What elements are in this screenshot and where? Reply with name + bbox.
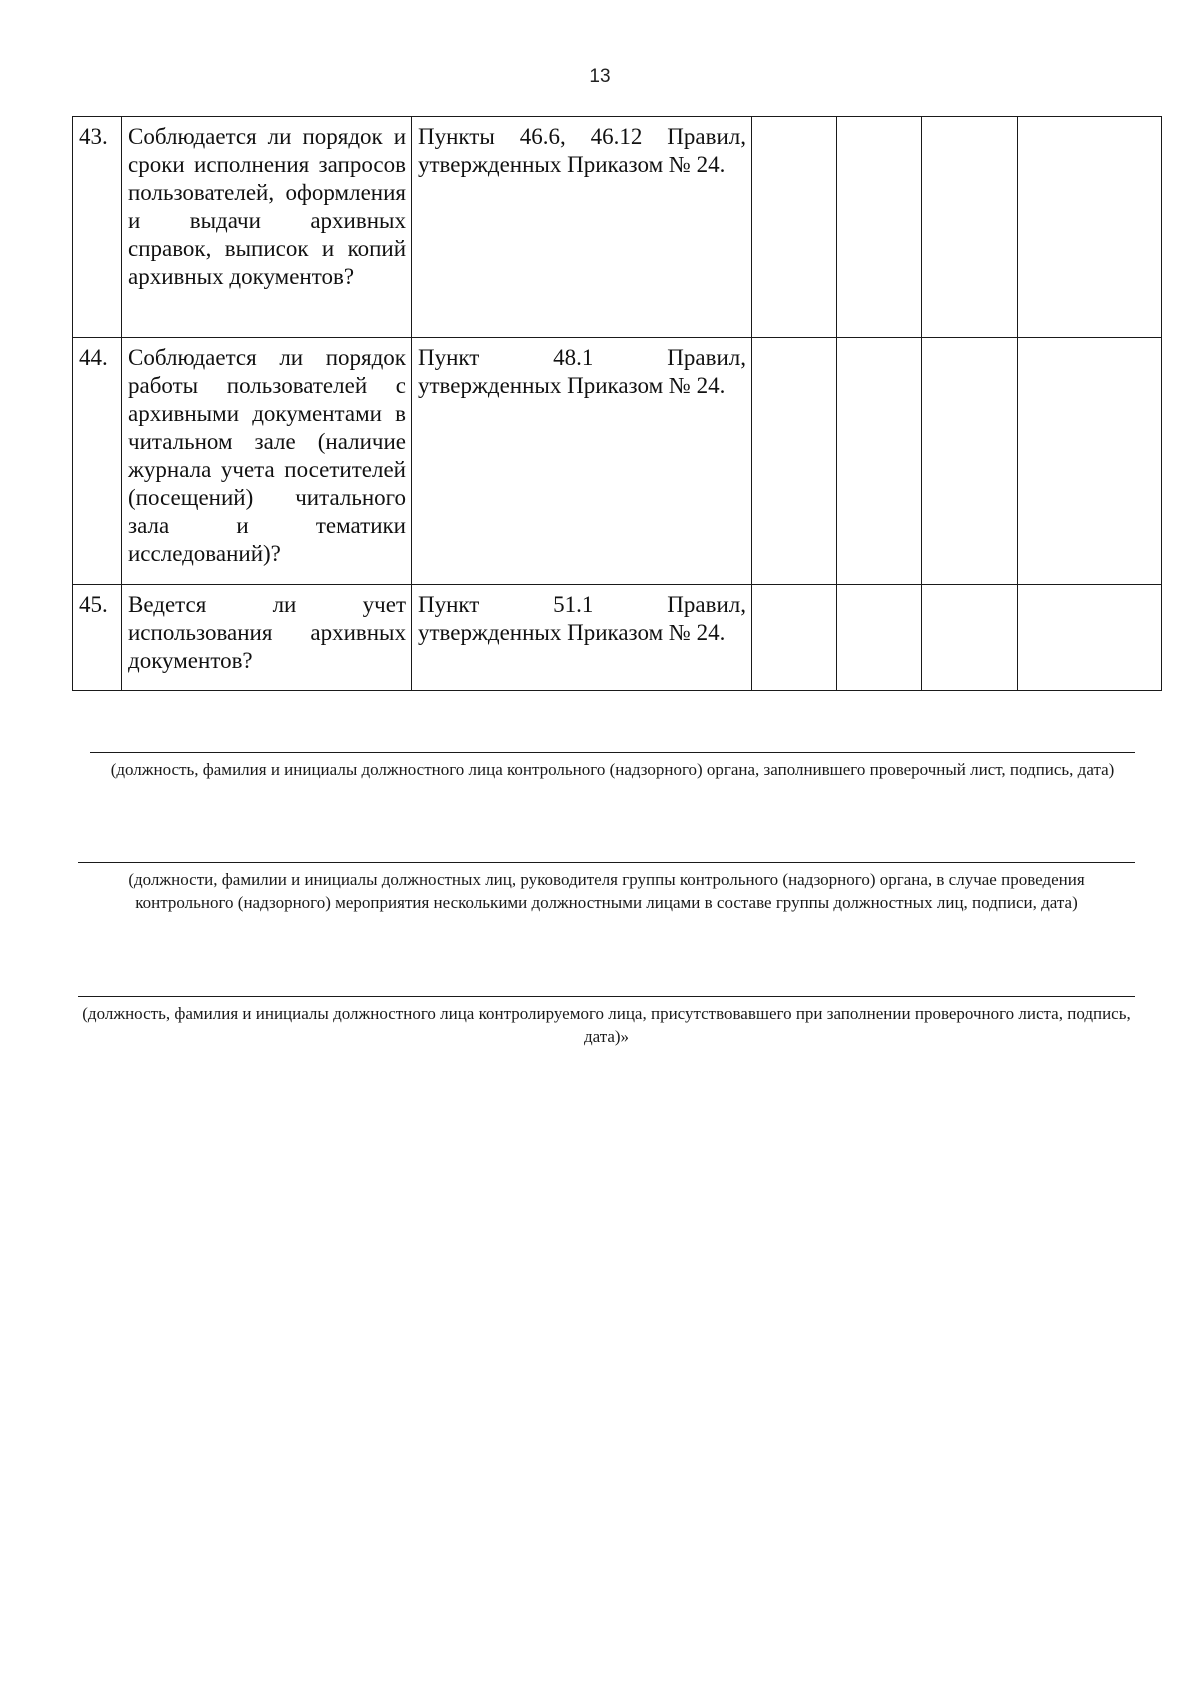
signature-line[interactable]: [78, 996, 1135, 997]
question-text: Соблюдается ли порядок и сроки исполнения запросов пользователей, оформления и выдачи архивных справок, выписок и копий архивных документов?: [122, 117, 412, 338]
row-number: 43.: [73, 117, 122, 338]
table-row: [73, 338, 1162, 585]
answer-na-cell[interactable]: [922, 585, 1018, 691]
note-cell[interactable]: [1018, 117, 1162, 338]
signature-block-group: [78, 862, 1135, 914]
signature-block-inspector: [90, 752, 1135, 781]
signature-caption: (должность, фамилия и инициалы должностного лица контролируемого лица, присутствовавшего при заполнении проверочного листа, подпись, дата)»: [82, 1004, 1131, 1046]
answer-na-cell[interactable]: [922, 338, 1018, 585]
answer-na-cell[interactable]: [922, 117, 1018, 338]
answer-no-cell[interactable]: [837, 117, 922, 338]
answer-yes-cell[interactable]: [752, 585, 837, 691]
signature-caption: (должность, фамилия и инициалы должностного лица контрольного (надзорного) органа, заполнившего проверочный лист, подпись, дата): [110, 760, 1115, 779]
legal-reference: Пункты 46.6, 46.12 Правил, утвержденных Приказом № 24.: [412, 117, 752, 338]
checklist-table: [72, 116, 1162, 691]
legal-reference: Пункт 51.1 Правил, утвержденных Приказом № 24.: [412, 585, 752, 691]
page-number: 13: [589, 66, 611, 87]
question-text: Ведется ли учет использования архивных документов?: [122, 585, 412, 691]
legal-reference: Пункт 48.1 Правил, утвержденных Приказом № 24.: [412, 338, 752, 585]
signature-caption: (должности, фамилии и инициалы должностных лиц, руководителя группы контрольного (надзорного) органа, в случае проведения контрольного (надзорного) мероприятия несколькими должностными лицами в составе группы должностных лиц, подписи, дата): [128, 870, 1085, 912]
answer-yes-cell[interactable]: [752, 338, 837, 585]
table-row: [73, 117, 1162, 338]
question-text: Соблюдается ли порядок работы пользователей с архивными документами в читальном зале (наличие журнала учета посетителей (посещений) читального зала и тематики исследований)?: [122, 338, 412, 585]
answer-no-cell[interactable]: [837, 338, 922, 585]
signature-block-controlled-person: [78, 996, 1135, 1048]
answer-no-cell[interactable]: [837, 585, 922, 691]
row-number: 45.: [73, 585, 122, 691]
row-number: 44.: [73, 338, 122, 585]
table-row: [73, 585, 1162, 691]
signature-line[interactable]: [90, 752, 1135, 753]
note-cell[interactable]: [1018, 585, 1162, 691]
signature-line[interactable]: [78, 862, 1135, 863]
note-cell[interactable]: [1018, 338, 1162, 585]
answer-yes-cell[interactable]: [752, 117, 837, 338]
